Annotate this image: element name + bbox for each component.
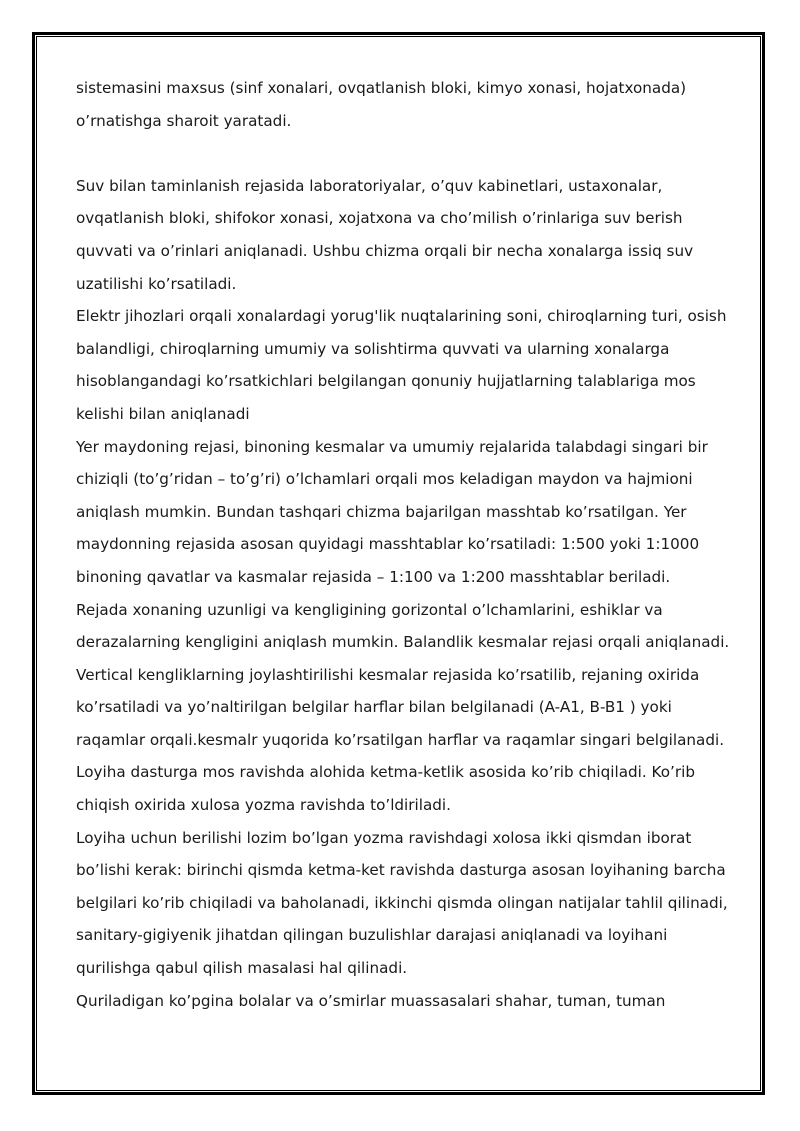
document-body — [76, 72, 730, 1017]
paragraph-6: Loyiha dasturga mos ravishda alohida ketma-ketlik asosida ko’rib chiqiladi. Ko’rib chiqish oxirida xulosa yozma ravishda to’ldiriladi. — [76, 763, 695, 815]
paragraph-4: Yer maydoning rejasi, binoning kesmalar va umumiy rejalarida talabdagi singari bir chiziqli (to’g’ridan – to’g’ri) o’lchamlari orqali mos keladigan maydon va hajmioni aniqlash mumkin. Bundan tashqari chizma bajarilgan masshtab ko’rsatilgan. Yer maydonning rejasida asosan quyidagi masshtablar ko’rsatiladi: 1:500 yoki 1:1000 binoning qavatlar va kasmalar rejasida – 1:100 va 1:200 masshtablar beriladi. — [76, 437, 708, 586]
paragraph-5: Rejada xonaning uzunligi va kengligining gorizontal o’lchamlarini, eshiklar va derazalarning kengligini aniqlash mumkin. Balandlik kesmalar rejasi orqali aniqlanadi. Vertical kengliklarning joylashtirilishi kesmalar rejasida ko’rsatilib, rejaning oxirida ko’rsatiladi va yo’naltirilgan belgilar harflar bilan belgilanadi (A-A1, B-B1 ) yoki raqamlar orqali.kesmalr yuqorida ko’rsatilgan harflar va raqamlar singari belgilanadi. — [76, 600, 730, 749]
paragraph-7: Loyiha uchun berilishi lozim bo’lgan yozma ravishdagi xolosa ikki qismdan iborat bo’lishi kerak: birinchi qismda ketma-ket ravishda dasturga asosan loyihaning barcha belgilari ko’rib chiqiladi va baholanadi, ikkinchi qismda olingan natijalar tahlil qilinadi, sanitary-gigiyenik jihatdan qilingan buzulishlar darajasi aniqlanadi va loyihani qurilishga qabul qilish masalasi hal qilinadi. — [76, 828, 728, 978]
paragraph-1: sistemasini maxsus (sinf xonalari, ovqatlanish bloki, kimyo xonasi, hojatxonada) o’rnatishga sharoit yaratadi. — [76, 79, 687, 130]
paragraph-3: Elektr jihozlari orqali xonalardagi yorug'lik nuqtalarining soni, chiroqlarning turi, osish balandligi, chiroqlarning umumiy va solishtirma quvvati va ularning xonalarga hisoblangandagi ko’rsatkichlari belgilangan qonuniy hujjatlarning talablariga mos kelishi bilan aniqlanadi — [76, 307, 727, 423]
paragraph-8: Quriladigan ko’pgina bolalar va o’smirlar muassasalari shahar, tuman, tuman — [76, 991, 666, 1010]
paragraph-2: Suv bilan taminlanish rejasida laboratoriyalar, o’quv kabinetlari, ustaxonalar, ovqatlanish bloki, shifokor xonasi, xojatxona va cho’milish o’rinlariga suv berish quvvati va o’rinlari aniqlanadi. Ushbu chizma orqali bir necha xonalarga issiq suv uzatilishi ko’rsatiladi. — [76, 176, 694, 293]
